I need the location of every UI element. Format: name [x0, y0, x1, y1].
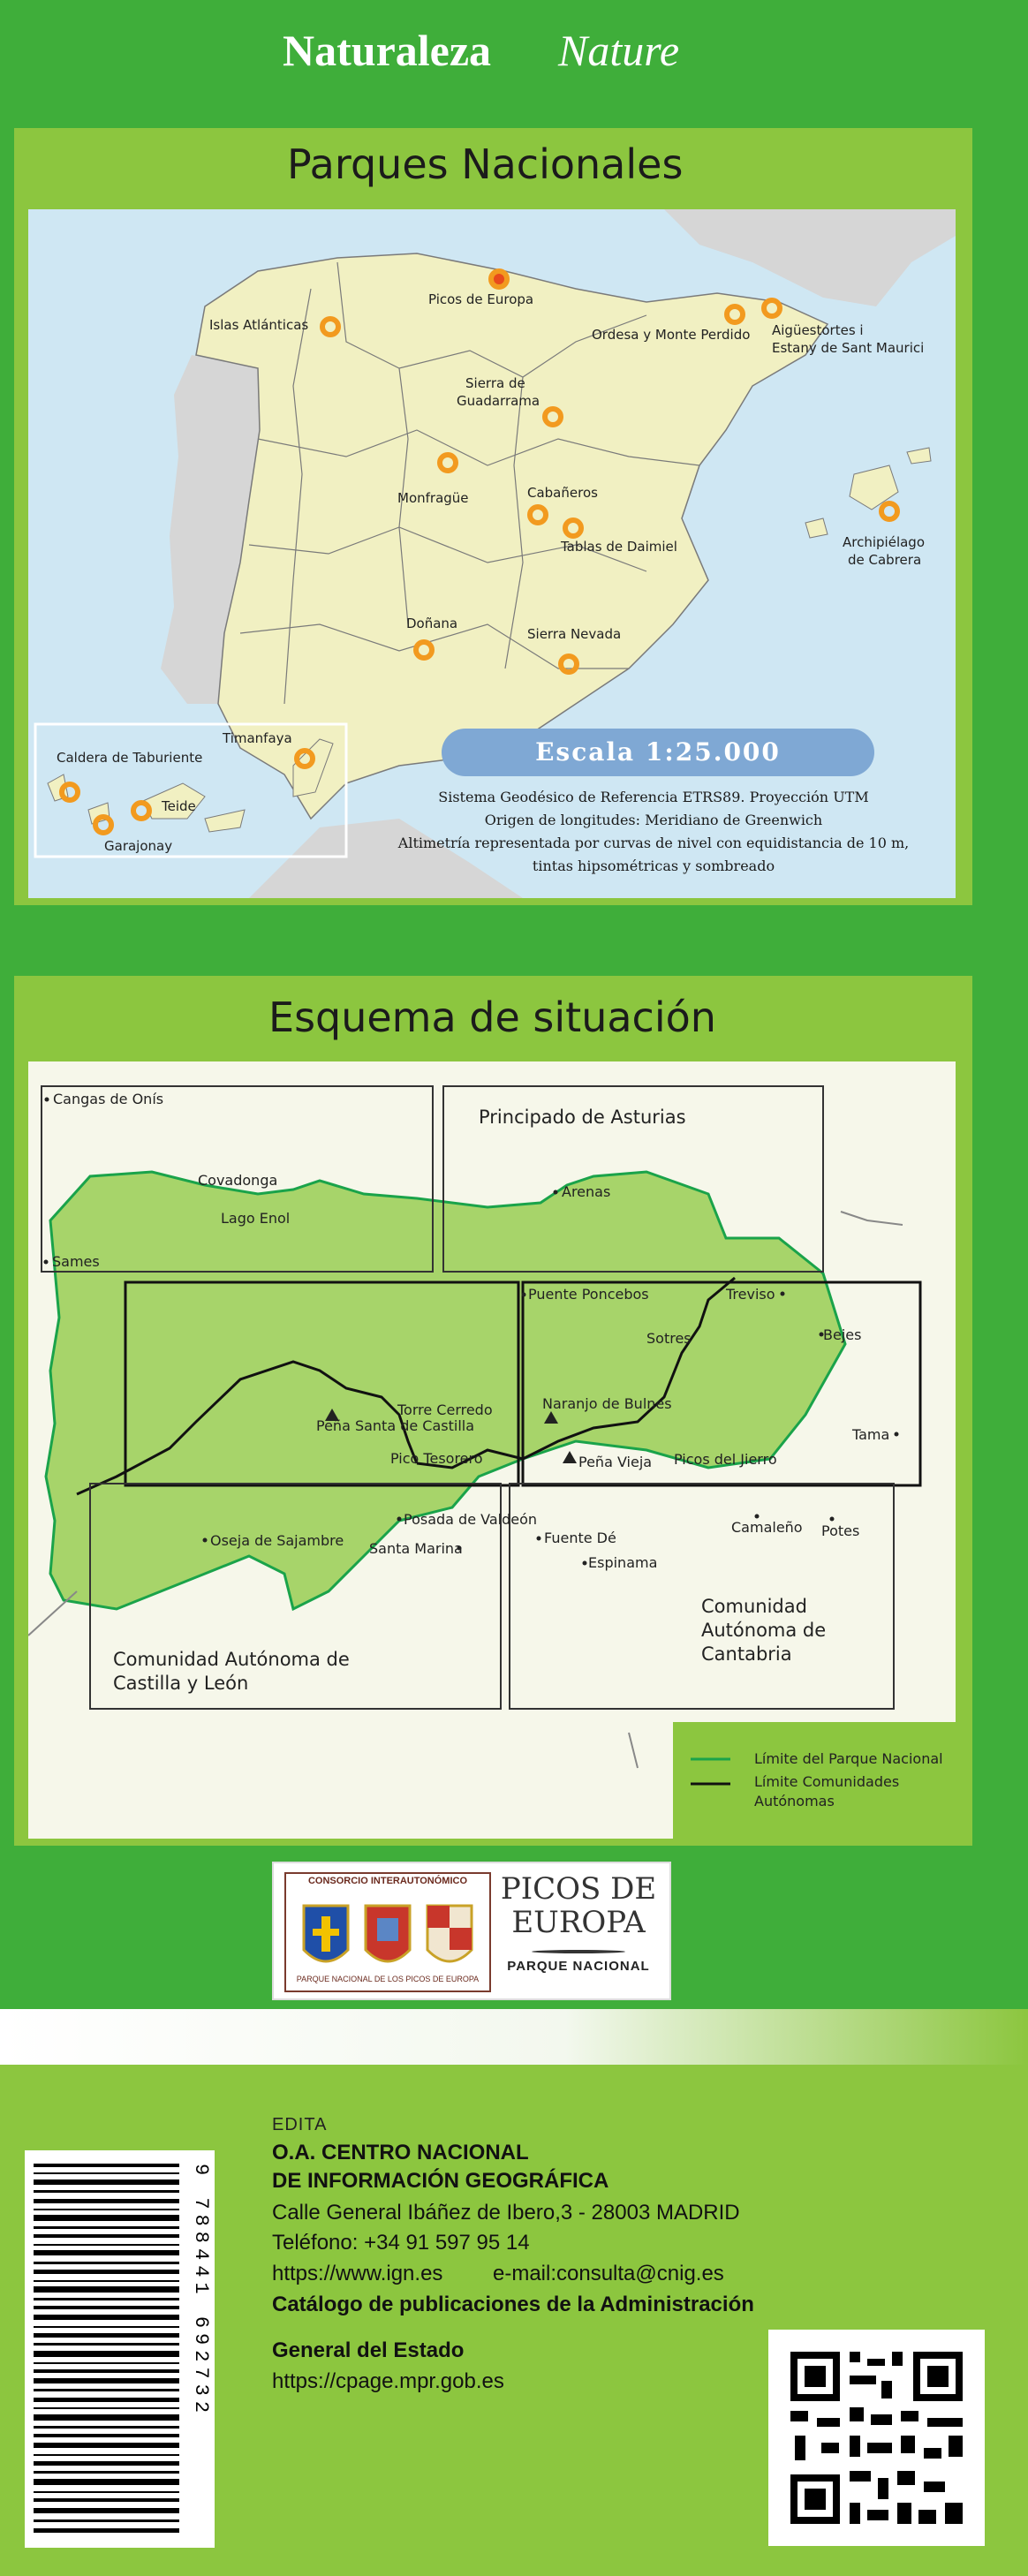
- region-cantabria-2: Autónoma de: [701, 1620, 827, 1641]
- peak-pena-santa-de-castilla: Peña Santa de Castilla: [316, 1417, 475, 1434]
- picos-logo: [499, 1872, 658, 1939]
- header: [0, 0, 1028, 115]
- place-sotres: Sotres: [646, 1330, 692, 1347]
- publisher-web-link[interactable]: https://www.ign.es: [272, 2262, 443, 2285]
- peak-pico-tesorero: Pico Tesorero: [390, 1450, 483, 1467]
- place-camaleno: Camaleño: [731, 1519, 803, 1536]
- situation-map-graphic: [28, 1061, 956, 1839]
- peak-picos-del-jierro: Picos del Jierro: [674, 1451, 777, 1468]
- park-label-tablas-de-daimiel: Tablas de Daimiel: [561, 539, 677, 555]
- publisher-name-2: DE INFORMACIÓN GEOGRÁFICA: [272, 2169, 609, 2193]
- place-santa-marina: Santa Marina: [369, 1540, 463, 1557]
- peak-pena-vieja: Peña Vieja: [578, 1454, 653, 1470]
- picos-logo-subtitle: PARQUE NACIONAL: [507, 1959, 650, 1974]
- coat-of-arms-icons: [295, 1899, 480, 1973]
- park-label-cabrera-2: de Cabrera: [848, 552, 922, 568]
- place-puente-poncebos: Puente Poncebos: [528, 1286, 649, 1303]
- map-notes: [371, 786, 936, 878]
- park-label-guadarrama-2: Guadarrama: [457, 393, 540, 409]
- section-title: Naturaleza: [283, 26, 492, 75]
- place-covadonga: Covadonga: [198, 1172, 278, 1189]
- legend-ca-limit-1: Límite Comunidades: [754, 1773, 900, 1790]
- place-fuente-de: Fuente Dé: [544, 1530, 616, 1546]
- park-label-ordesa: Ordesa y Monte Perdido: [592, 327, 751, 343]
- place-lago-enol: Lago Enol: [221, 1210, 291, 1227]
- region-cantabria-3: Cantabria: [701, 1643, 792, 1665]
- catalog-line-1: Catálogo de publicaciones de la Administración: [272, 2293, 754, 2316]
- park-label-islas-atlanticas: Islas Atlánticas: [209, 317, 309, 333]
- situation-map: [28, 1061, 956, 1839]
- qr-pattern: [768, 2330, 985, 2546]
- place-cangas-de-onis: Cangas de Onís: [53, 1091, 164, 1107]
- partner-logos: [272, 1862, 671, 2000]
- place-sames: Sames: [52, 1253, 100, 1270]
- place-oseja-de-sajambre: Oseja de Sajambre: [210, 1532, 344, 1549]
- place-arenas: Arenas: [562, 1183, 611, 1200]
- menorca: [907, 448, 931, 464]
- region-cantabria-1: Comunidad: [701, 1596, 807, 1617]
- parks-map-title: Parques Nacionales: [287, 140, 684, 188]
- legend-park-limit: Límite del Parque Nacional: [754, 1750, 943, 1767]
- place-potes: Potes: [821, 1522, 860, 1539]
- park-label-donana: Doñana: [406, 616, 458, 631]
- consortium-subtitle: PARQUE NACIONAL DE LOS PICOS DE EUROPA: [296, 1975, 480, 1983]
- park-label-aiguestortes-1: Aigüestortes i: [772, 322, 864, 338]
- picos-logo-line1: PICOS DE: [500, 1871, 657, 1907]
- scale-badge: Escala 1:25.000: [442, 729, 874, 776]
- place-posada-de-valdeon: Posada de Valdeón: [404, 1511, 538, 1528]
- park-label-teide: Teide: [162, 798, 196, 814]
- white-band: [0, 2009, 1028, 2065]
- park-label-timanfaya: Timanfaya: [223, 730, 292, 746]
- situation-map-title: Esquema de situación: [268, 993, 716, 1041]
- peak-torre-cerredo: Torre Cerredo: [397, 1401, 493, 1418]
- place-espinama: Espinama: [588, 1554, 658, 1571]
- catalog-line-2: General del Estado: [272, 2338, 465, 2362]
- note-line: Altimetría representada por curvas de nivel con equidistancia de 10 m,: [397, 835, 910, 851]
- legend-ca-limit-2: Autónomas: [754, 1793, 835, 1809]
- park-label-cabaneros: Cabañeros: [527, 485, 598, 501]
- consortium-title: CONSORCIO INTERAUTONÓMICO: [307, 1876, 468, 1886]
- france-landmass: [664, 209, 956, 306]
- place-treviso: Treviso: [726, 1286, 775, 1303]
- note-line: Sistema Geodésico de Referencia ETRS89. Proyección UTM: [438, 789, 869, 805]
- region-castilla-leon-2: Castilla y León: [113, 1673, 249, 1694]
- note-line: Origen de longitudes: Meridiano de Greenwich: [484, 812, 823, 828]
- catalog-url-link[interactable]: https://cpage.mpr.gob.es: [272, 2369, 504, 2393]
- region-castilla-leon-1: Comunidad Autónoma de: [113, 1649, 350, 1670]
- isbn-number: 9 788441 692732: [190, 2164, 212, 2419]
- publisher-name-1: O.A. CENTRO NACIONAL: [272, 2141, 529, 2164]
- picos-logo-swoosh: [532, 1950, 625, 1953]
- peak-naranjo-de-bulnes: Naranjo de Bulnes: [542, 1395, 672, 1412]
- park-label-garajonay: Garajonay: [104, 838, 173, 854]
- park-label-caldera-de-taburiente: Caldera de Taburiente: [57, 750, 203, 766]
- picos-logo-line2: EUROPA: [511, 1905, 646, 1940]
- isbn-text: [185, 2164, 212, 2534]
- publisher-phone: Teléfono: +34 91 597 95 14: [272, 2231, 530, 2255]
- ibiza: [805, 518, 828, 538]
- edita-label: EDITA: [272, 2115, 328, 2134]
- park-label-monfrague: Monfragüe: [397, 490, 469, 506]
- qr-code[interactable]: [768, 2330, 985, 2546]
- section-subtitle: Nature: [558, 26, 680, 75]
- region-asturias: Principado de Asturias: [479, 1107, 686, 1128]
- publisher-email-link[interactable]: e-mail:consulta@cnig.es: [493, 2262, 724, 2285]
- publisher-address: Calle General Ibáñez de Ibero,3 - 28003 MADRID: [272, 2201, 740, 2225]
- place-bejes: Bejes: [823, 1326, 862, 1343]
- park-label-picos-de-europa: Picos de Europa: [428, 291, 534, 307]
- note-line: tintas hipsométricas y sombreado: [532, 857, 775, 874]
- park-label-sierra-nevada: Sierra Nevada: [527, 626, 622, 642]
- park-label-cabrera-1: Archipiélago: [843, 534, 925, 550]
- consortium-logo: [284, 1872, 491, 1992]
- park-label-guadarrama-1: Sierra de: [465, 375, 525, 391]
- place-tama: Tama: [852, 1426, 890, 1443]
- park-label-aiguestortes-2: Estany de Sant Maurici: [772, 340, 925, 356]
